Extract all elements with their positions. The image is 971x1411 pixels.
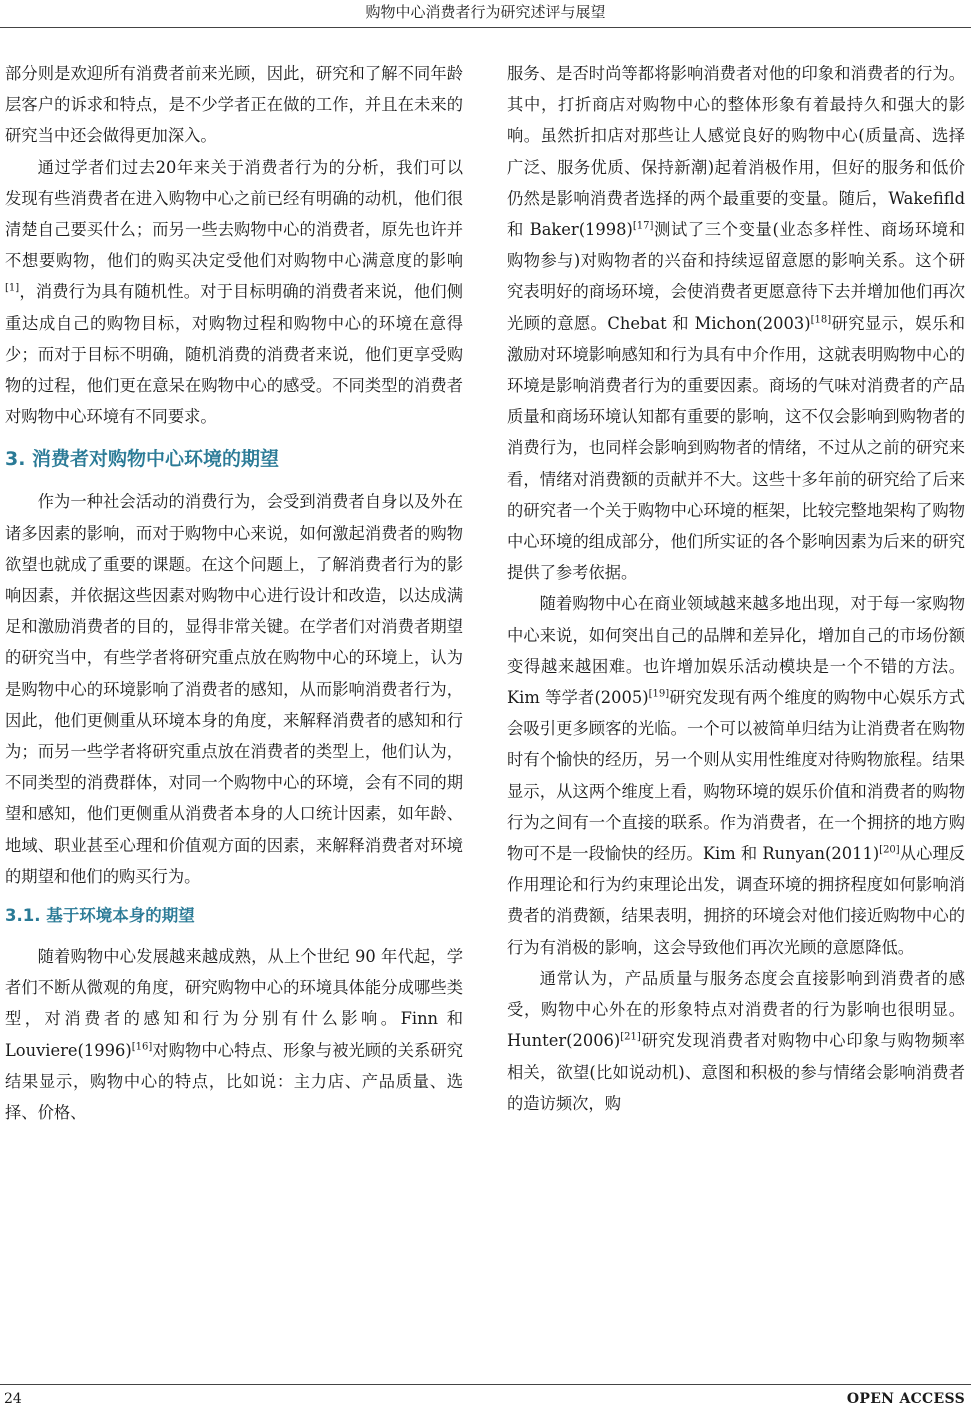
section-heading-3: 3. 消费者对购物中心环境的期望 (5, 448, 280, 471)
running-title: 购物中心消费者行为研究述评与展望 (365, 3, 606, 21)
footer-divider (0, 1384, 971, 1385)
paragraph-text: 随着购物中心发展越来越成熟，从上个世纪 90 年代起，学者们不断从微观的角度，研究购物中心的环境具体能分成哪些类型，对消费者的感知和行为分别有什么影响。Finn 和 Louviere(1996) (5, 947, 463, 1060)
paragraph-text: 服务、是否时尚等都将影响消费者对他的印象和消费者的行为。其中，打折商店对购物中心的整体形象有着最持久和强大的影响。虽然折扣店对那些让人感觉良好的购物中心(质量高、选择广泛、服务优质、保持新潮)起着消极作用，但好的服务和低价仍然是影响消费者选择的两个最重要的变量。随后，Wakefifld 和 Baker(1998) (507, 64, 965, 240)
citation-ref: [21] (620, 1031, 641, 1043)
paragraph-left-2 (5, 152, 463, 433)
header-divider (0, 27, 971, 28)
paragraph-text: 研究发现有两个维度的购物中心娱乐方式会吸引更多顾客的光临。一个可以被简单归结为让消费者在购物时有个愉快的经历，另一个则从实用性维度对待购物旅程。结果显示，从这两个维度上看，购物环境的娱乐价值和消费者的购物行为之间有一个直接的联系。作为消费者，在一个拥挤的地方购物可不是一段愉快的经历。Kim 和 Runyan(2011) (507, 688, 965, 864)
citation-ref: [17] (632, 220, 654, 232)
paragraph-left-3: 作为一种社会活动的消费行为，会受到消费者自身以及外在诸多因素的影响，而对于购物中心来说，如何激起消费者的购物欲望也就成了重要的课题。在这个问题上，了解消费者行为的影响因素，并依据这些因素对购物中心进行设计和改造，以达成满足和激励消费者的目的，显得非常关键。在学者们对消费者期望的研究当中，有些学者将研究重点放在购物中心的环境上，认为是购物中心的环境影响了消费者的感知，从而影响消费者行为，因此，他们更侧重从环境本身的角度，来解释消费者的感知和行为；而另一些学者将研究重点放在消费者的类型上，他们认为，不同类型的消费群体，对同一个购物中心的环境，会有不同的期望和感知，他们更侧重从消费者本身的人口统计因素，如年龄、地域、职业甚至心理和价值观方面的因素，来解释消费者对环境的期望和他们的购买行为。 (5, 492, 463, 886)
paragraph-right-3 (507, 963, 965, 1119)
paragraph-text: 通过学者们过去20年来关于消费者行为的分析，我们可以发现有些消费者在进入购物中心之前已经有明确的动机，他们很清楚自己要买什么；而另一些去购物中心的消费者，原先也许并不想要购物，他们的购买决定受他们对购物中心满意度的影响 (5, 157, 463, 271)
paragraph-left-1: 部分则是欢迎所有消费者前来光顾，因此，研究和了解不同年龄层客户的诉求和特点，是不少学者正在做的工作，并且在未来的研究当中还会做得更加深入。 (5, 64, 463, 146)
right-column (507, 58, 965, 1119)
paragraph-right-1 (507, 58, 965, 588)
paragraph-left-4 (5, 941, 463, 1128)
left-column (5, 58, 463, 1128)
citation-ref: [16] (131, 1041, 153, 1053)
subsection-heading-3-1: 3.1. 基于环境本身的期望 (5, 906, 195, 926)
citation-ref: [18] (810, 314, 832, 326)
paragraph-text: 研究显示，娱乐和激励对环境影响感知和行为具有中介作用，这就表明购物中心的环境是影响消费者行为的重要因素。商场的气味对消费者的产品质量和商场环境认知都有重要的影响，这不仅会影响到购物者的消费行为，也同样会影响到购物者的情绪，不过从之前的研究来看，情绪对消费额的贡献并不大。这些十多年前的研究给了后来的研究者一个关于购物中心环境的框架，比较完整地架构了购物中心环境的组成部分，他们所实证的各个影响因素为后来的研究提供了参考依据。 (507, 313, 965, 583)
citation-ref: [19] (648, 688, 670, 700)
paragraph-text: 测试了三个变量(业态多样性、商场环境和购物参与)对购物者的兴奋和持续逗留意愿的影响关系。这个研究表明好的商场环境，会使消费者更愿意待下去并增加他们再次光顾的意愿。Chebat 和 Michon(2003) (507, 220, 965, 333)
paragraph-text: 对购物中心特点、形象与被光顾的关系研究结果显示，购物中心的特点，比如说：主力店、产品质量、选择、价格、 (5, 1040, 463, 1123)
open-access-label: OPEN ACCESS (846, 1391, 965, 1407)
paragraph-text: 随着购物中心在商业领域越来越多地出现，对于每一家购物中心来说，如何突出自己的品牌和差异化，增加自己的市场份额变得越来越困难。也许增加娱乐活动模块是一个不错的方法。Kim 等学者(2005) (507, 594, 965, 708)
paragraph-text: 通常认为，产品质量与服务态度会直接影响到消费者的感受，购物中心外在的形象特点对消费者的行为影响也很明显。Hunter(2006) (507, 968, 965, 1051)
paragraph-text: 从心理反作用理论和行为约束理论出发，调查环境的拥挤程度如何影响消费者的消费额，结果表明，拥挤的环境会对他们接近购物中心的行为有消极的影响，这会导致他们再次光顾的意愿降低。 (507, 844, 965, 957)
paragraph-text: 研究发现消费者对购物中心印象与购物频率相关，欲望(比如说动机)、意图和积极的参与情绪会影响消费者的造访频次，购 (507, 1031, 965, 1113)
page-number: 24 (4, 1391, 22, 1407)
citation-ref: [1] (5, 283, 20, 294)
paragraph-right-2 (507, 588, 965, 962)
citation-ref: [20] (879, 844, 900, 856)
paragraph-text: ，消费行为具有随机性。对于目标明确的消费者来说，他们侧重达成自己的购物目标，对购物过程和购物中心的环境在意得少；而对于目标不明确，随机消费的消费者来说，他们更享受购物的过程，他们更在意呆在购物中心的感受。不同类型的消费者对购物中心环境有不同要求。 (5, 282, 463, 427)
